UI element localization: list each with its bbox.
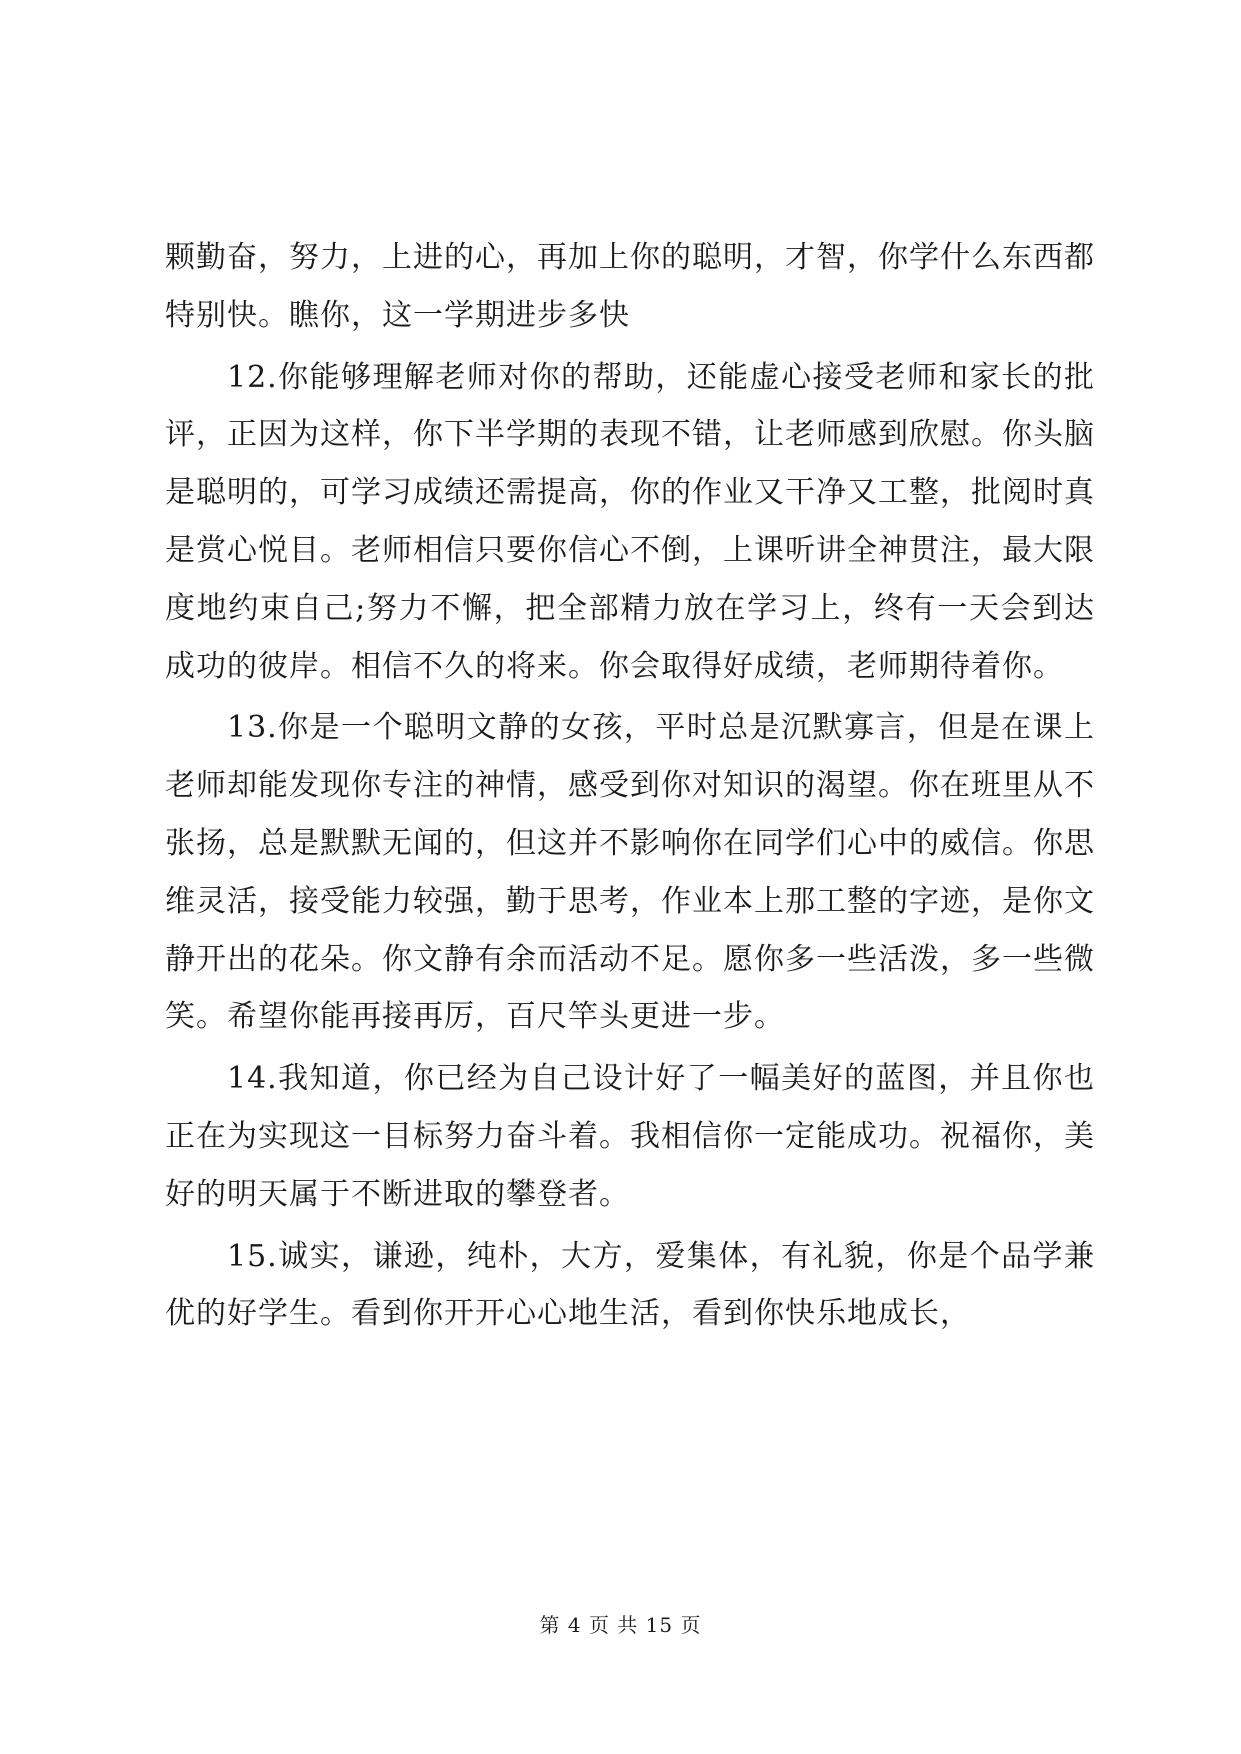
paragraph-comment-14: 14.我知道，你已经为自己设计好了一幅美好的蓝图，并且你也正在为实现这一目标努力奋斗着。我相信你一定能成功。祝福你，美好的明天属于不断进取的攀登者。 [165, 1061, 1095, 1212]
paragraph-continuation: 颗勤奋，努力，上进的心，再加上你的聪明，才智，你学什么东西都特别快。瞧你，这一学期进步多快 [165, 240, 1095, 333]
paragraph-comment-13: 13.你是一个聪明文静的女孩，平时总是沉默寡言，但是在课上老师却能发现你专注的神情，感受到你对知识的渴望。你在班里从不张扬，总是默默无闻的，但这并不影响你在同学们心中的威信。你思维灵活，接受能力较强，勤于思考，作业本上那工整的字迹，是你文静开出的花朵。你文静有余而活动不足。愿你多一些活泼，多一些微笑。希望你能再接再厉，百尺竿头更进一步。 [165, 710, 1095, 1035]
document-body [165, 229, 1095, 1343]
page-number-label: 第 4 页 共 15 页 [539, 1613, 702, 1637]
page-footer [0, 1609, 1241, 1638]
paragraph-comment-15: 15.诚实，谦逊，纯朴，大方，爱集体，有礼貌，你是个品学兼优的好学生。看到你开开心心地生活，看到你快乐地成长， [165, 1238, 1095, 1332]
paragraph-comment-12: 12.你能够理解老师对你的帮助，还能虚心接受老师和家长的批评，正因为这样，你下半学期的表现不错，让老师感到欣慰。你头脑是聪明的，可学习成绩还需提高，你的作业又干净又工整，批阅时真是赏心悦目。老师相信只要你信心不倒，上课听讲全神贯注，最大限度地约束自己;努力不懈，把全部精力放在学习上，终有一天会到达成功的彼岸。相信不久的将来。你会取得好成绩，老师期待着你。 [165, 359, 1095, 684]
